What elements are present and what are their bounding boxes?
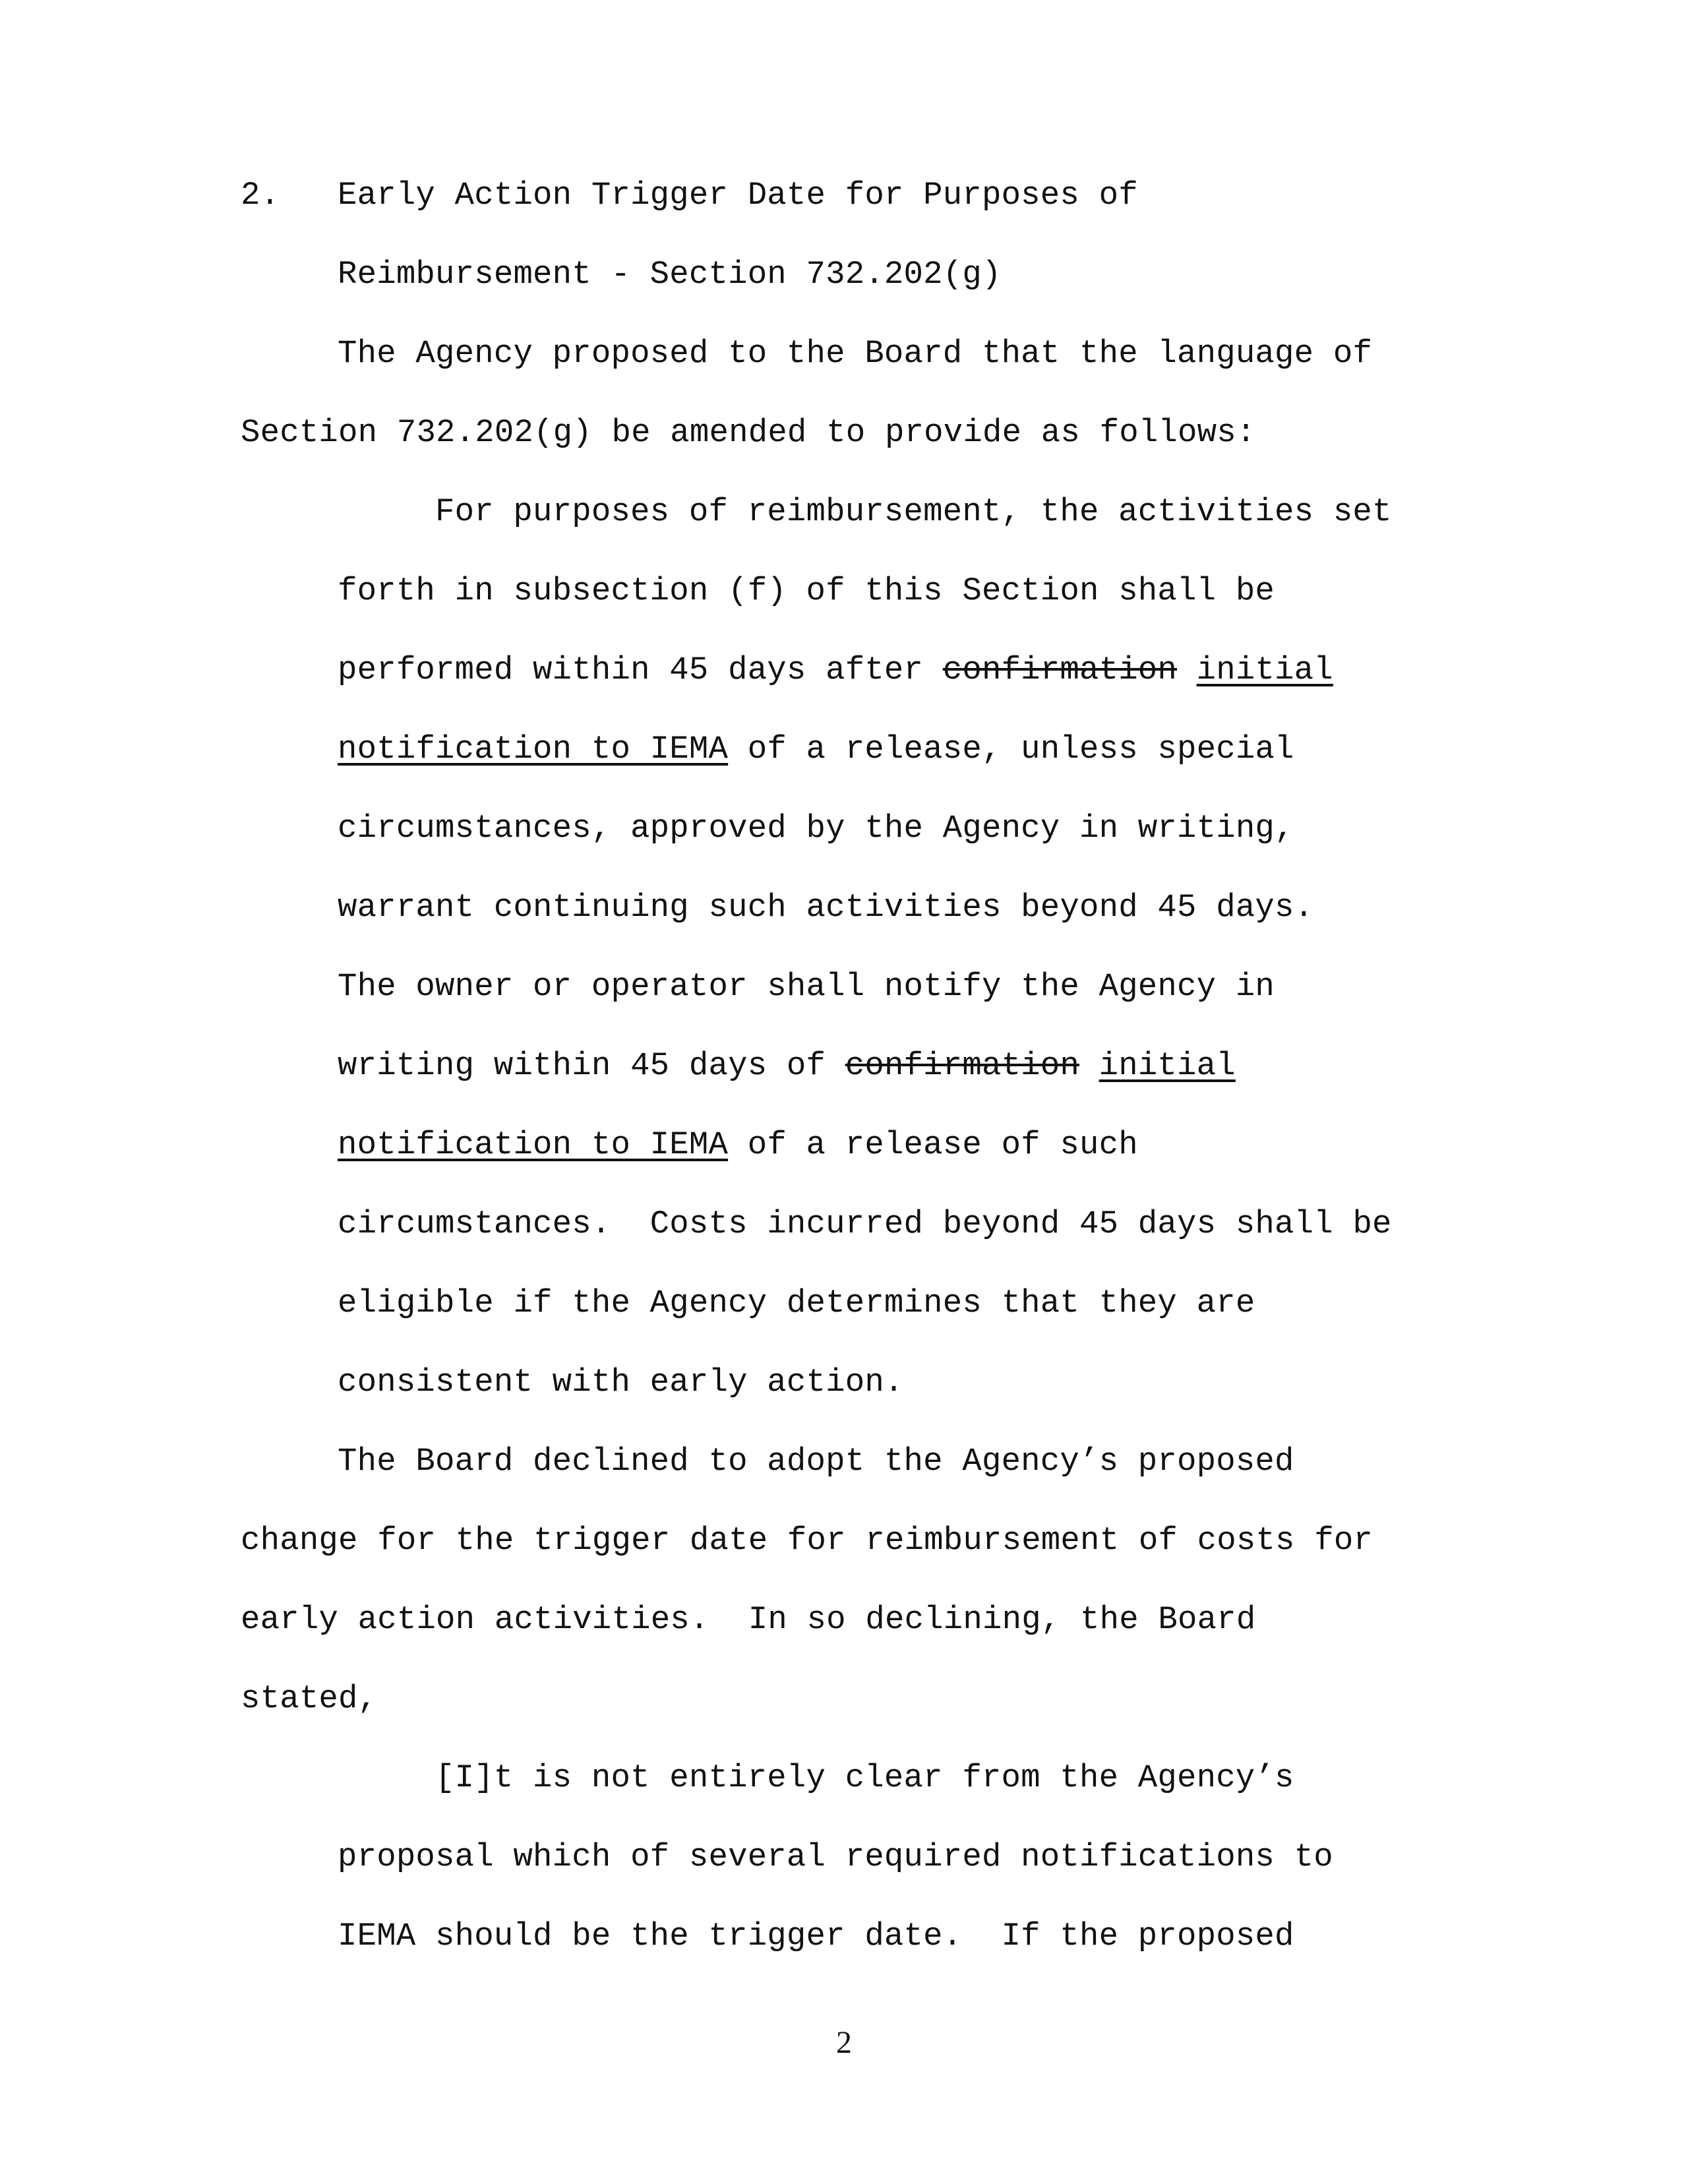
inserted-text: initial	[1196, 652, 1333, 688]
quote-line-8	[338, 1046, 1236, 1085]
quote-line-5: circumstances, approved by the Agency in writing,	[338, 810, 1294, 847]
board-line-2: change for the trigger date for reimbursement of costs for	[241, 1522, 1373, 1559]
quote-line-7: The owner or operator shall notify the Agency in	[338, 968, 1275, 1005]
section-heading-line-1: Early Action Trigger Date for Purposes of	[338, 177, 1138, 214]
quote2-line-1: [I]t is not entirely clear from the Agency’s	[435, 1759, 1294, 1796]
quote-line-10: circumstances. Costs incurred beyond 45 days shall be	[338, 1205, 1392, 1242]
quote2-line-2: proposal which of several required notifications to	[338, 1838, 1333, 1875]
deleted-text: confirmation	[845, 1047, 1079, 1084]
intro-line-1: The Agency proposed to the Board that the language of	[338, 335, 1373, 372]
page-number: 2	[836, 2025, 852, 2060]
quote-line-3	[338, 650, 1333, 690]
section-number: 2.	[241, 177, 280, 214]
quote-line-11: eligible if the Agency determines that they are	[338, 1285, 1255, 1321]
inserted-text: notification to IEMA	[338, 1126, 729, 1163]
intro-line-2: Section 732.202(g) be amended to provide as follows:	[241, 414, 1256, 451]
board-line-1: The Board declined to adopt the Agency’s proposed	[338, 1443, 1294, 1480]
space	[1079, 1047, 1099, 1084]
quote-line-1: For purposes of reimbursement, the activities set	[435, 493, 1392, 530]
quote-text: of a release of such	[728, 1126, 1138, 1163]
quote-line-6: warrant continuing such activities beyond 45 days.	[338, 889, 1314, 926]
deleted-text: confirmation	[942, 652, 1178, 688]
board-line-3: early action activities. In so declining, the Board	[241, 1601, 1256, 1638]
quote-line-4	[338, 729, 1294, 769]
space	[1177, 652, 1197, 688]
inserted-text: notification to IEMA	[338, 731, 729, 768]
inserted-text: initial	[1099, 1047, 1236, 1084]
board-line-4: stated,	[241, 1680, 378, 1717]
quote-line-9	[338, 1125, 1138, 1165]
quote-text: performed within 45 days after	[338, 652, 943, 688]
quote2-line-3: IEMA should be the trigger date. If the proposed	[338, 1918, 1294, 1955]
quote-text: of a release, unless special	[728, 731, 1294, 768]
section-heading-line-2: Reimbursement - Section 732.202(g)	[338, 256, 1002, 293]
quote-line-12: consistent with early action.	[338, 1364, 904, 1401]
quote-line-2: forth in subsection (f) of this Section shall be	[338, 572, 1275, 609]
quote-text: writing within 45 days of	[338, 1047, 845, 1084]
